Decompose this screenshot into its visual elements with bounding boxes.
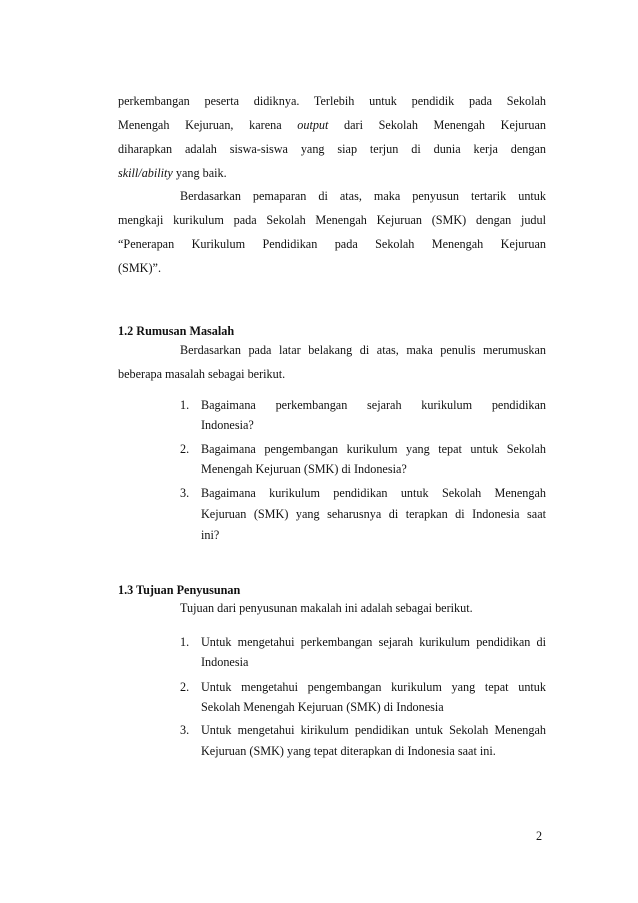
text-line: (SMK)”. (118, 261, 161, 275)
list-number: 1. (180, 635, 190, 649)
section-heading-rumusan-masalah: 1.2 Rumusan Masalah (118, 324, 235, 338)
text-line: perkembangan peserta didiknya. Terlebih untuk pendidik pada Sekolah (118, 94, 546, 108)
text-line: Untuk mengetahui kirikulum pendidikan untuk Sekolah Menengah (201, 723, 546, 737)
text-line: Bagaimana kurikulum pendidikan untuk Sekolah Menengah (201, 486, 546, 500)
text-line: ini? (201, 528, 220, 542)
page-number: 2 (536, 829, 543, 843)
section-intro: Tujuan dari penyusunan makalah ini adalah sebagai berikut. (180, 601, 473, 615)
text-line: Indonesia (201, 655, 249, 669)
text-line: Kejuruan (SMK) yang tepat diterapkan di Indonesia saat ini. (201, 744, 496, 758)
section-heading-tujuan-penyusunan: 1.3 Tujuan Penyusunan (118, 583, 241, 597)
text-line: “Penerapan Kurikulum Pendidikan pada Sekolah Menengah Kejuruan (118, 237, 546, 251)
text-line: Kejuruan (SMK) yang seharusnya di terapkan di Indonesia saat (201, 507, 546, 521)
list-number: 3. (180, 486, 190, 500)
text-line: Berdasarkan pemaparan di atas, maka penyusun tertarik untuk (180, 189, 546, 203)
text-line: beberapa masalah sebagai berikut. (118, 367, 286, 381)
text-line: Bagaimana perkembangan sejarah kurikulum pendidikan (201, 398, 546, 412)
text-line: Berdasarkan pada latar belakang di atas, maka penulis merumuskan (180, 343, 546, 357)
text-line: mengkaji kurikulum pada Sekolah Menengah Kejuruan (SMK) dengan judul (118, 213, 546, 227)
list-number: 2. (180, 680, 190, 694)
list-number: 3. (180, 723, 190, 737)
list-number: 2. (180, 442, 190, 456)
list-number: 1. (180, 398, 190, 412)
text-line: Sekolah Menengah Kejuruan (SMK) di Indonesia (201, 700, 444, 714)
text-line: diharapkan adalah siswa-siswa yang siap terjun di dunia kerja dengan (118, 142, 546, 156)
text-line: Indonesia? (201, 418, 254, 432)
text-line: skill/ability yang baik. (118, 166, 227, 180)
text-line: Bagaimana pengembangan kurikulum yang tepat untuk Sekolah (201, 442, 546, 456)
text-line: Menengah Kejuruan (SMK) di Indonesia? (201, 462, 407, 476)
text-line: Menengah Kejuruan, karena output dari Sekolah Menengah Kejuruan (118, 118, 546, 132)
text-line: Untuk mengetahui perkembangan sejarah kurikulum pendidikan di (201, 635, 546, 649)
text-line: Untuk mengetahui pengembangan kurikulum yang tepat untuk (201, 680, 546, 694)
